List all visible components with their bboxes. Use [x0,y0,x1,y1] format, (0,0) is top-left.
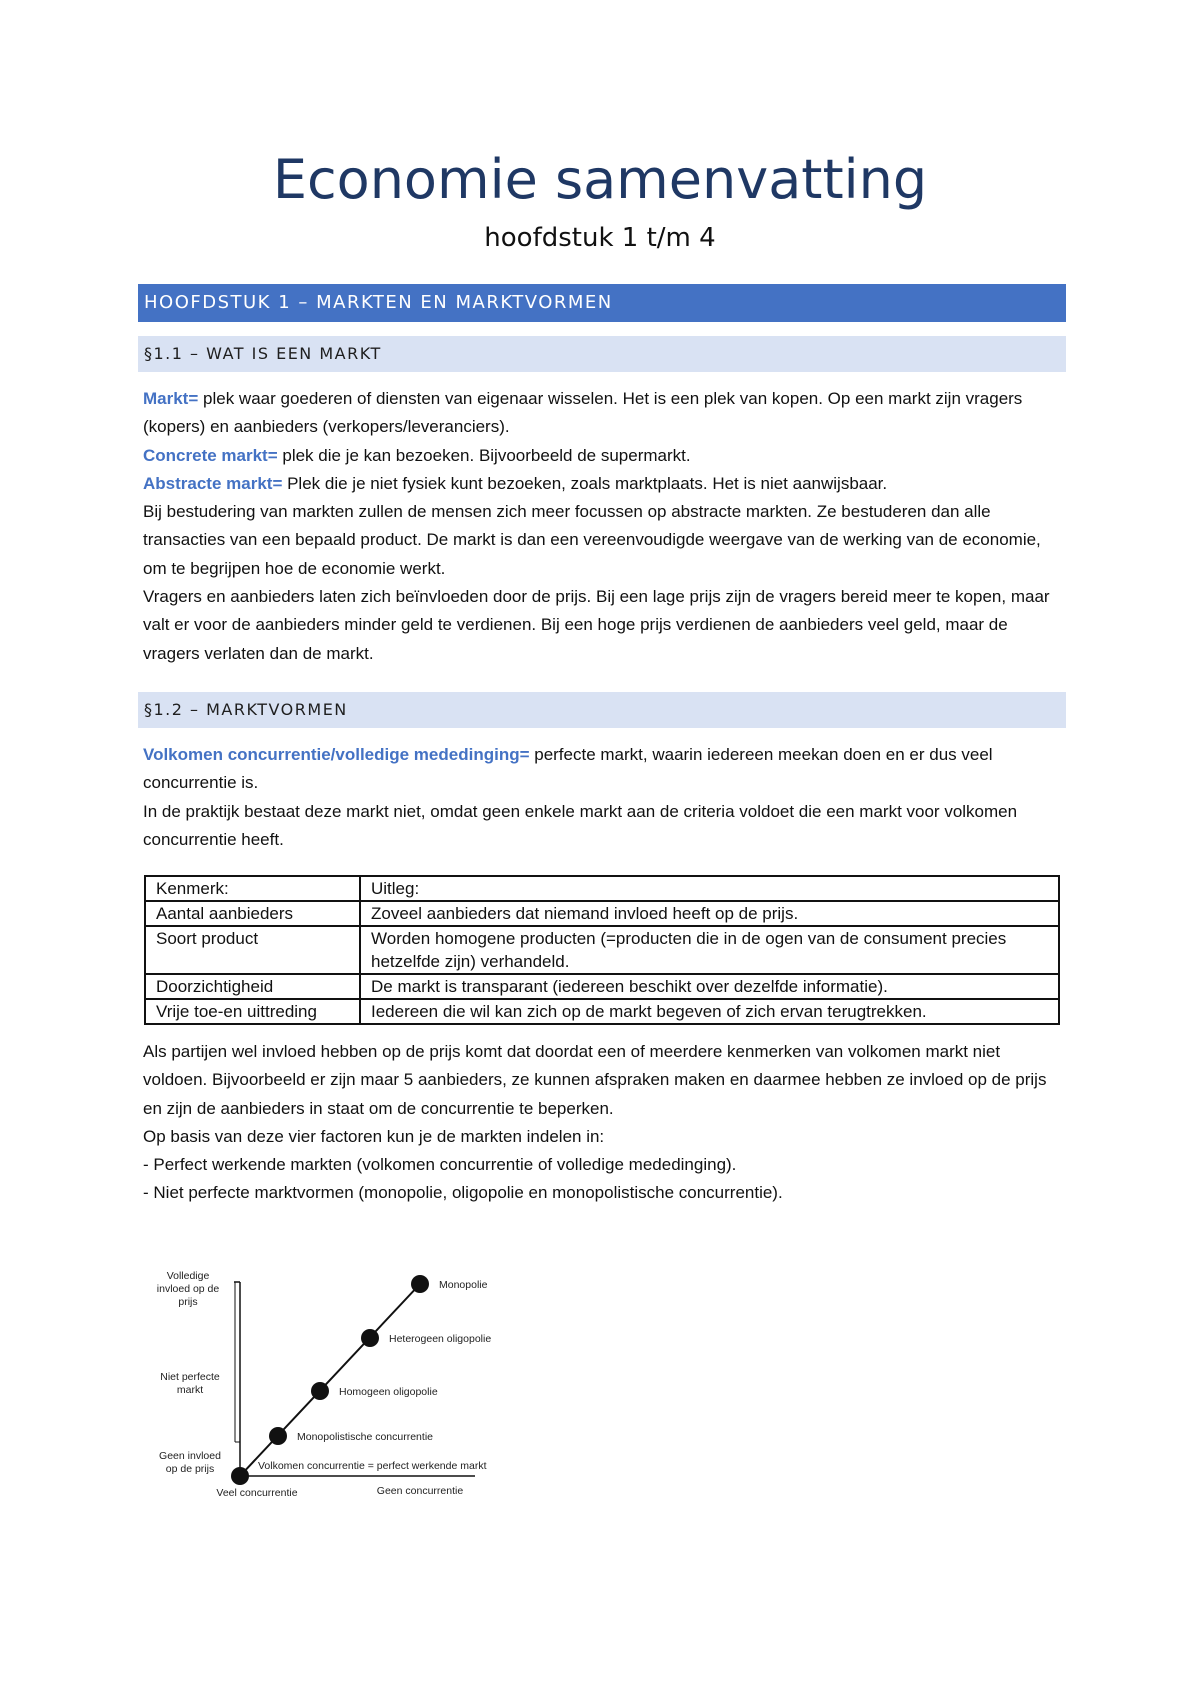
table-row [145,926,1059,974]
point-heterogeen-oligopolie [361,1329,379,1347]
section-1-1-body [143,385,1063,668]
x-label-left: Veel concurrentie [216,1487,298,1499]
definition-concrete-markt-text: plek die je kan bezoeken. Bijvoorbeeld de supermarkt. [277,445,691,465]
point-label: Monopolie [439,1279,488,1291]
definition-abstracte-markt [143,470,1063,498]
term-abstracte-markt: Abstracte markt= [143,473,283,493]
table-cell: Vrije toe-en uittreding [145,999,360,1024]
paragraph: Op basis van deze vier factoren kun je de markten indelen in: [143,1126,605,1146]
definition-volkomen-concurrentie-text: perfecte markt, waarin iedereen meekan doen en er dus veel concurrentie is. [143,745,993,793]
table-cell: Iedereen die wil kan zich op de markt begeven of zich ervan terugtrekken. [360,999,1059,1024]
point-monopolistische-concurrentie [269,1427,287,1445]
table-cell: Soort product [145,926,360,974]
table-row [145,974,1059,999]
point-label: Volkomen concurrentie = perfect werkende markt [258,1460,487,1472]
point-volkomen-concurrentie [231,1467,249,1485]
section-1-2-continued [143,1038,1063,1208]
section-1-2-body [143,741,1063,854]
document-subtitle: hoofdstuk 1 t/m 4 [484,223,716,253]
section-heading-1-1: §1.1 – WAT IS EEN MARKT [138,336,1066,372]
document-title: Economie samenvatting [272,148,928,211]
table-header-row [145,876,1059,901]
term-markt: Markt= [143,389,199,408]
y-label-bottom: Geen invloed [159,1450,221,1462]
y-label-bottom: op de prijs [165,1463,215,1475]
table-cell: Zoveel aanbieders dat niemand invloed heeft op de prijs. [360,901,1059,926]
point-monopolie [411,1275,429,1293]
paragraph: Bij bestudering van markten zullen de mensen zich meer focussen op abstracte markten. Ze bestuderen dan alle transacties van een bepaald product. De markt is dan een vereenvoudigde weergave van de werking van de economie, om te begrijpen hoe de economie werkt. [143,502,1041,578]
x-label-right: Geen concurrentie [376,1485,464,1497]
paragraph: Vragers en aanbieders laten zich beïnvloeden door de prijs. Bij een lage prijs zijn de vragers bereid meer te kopen, maar valt er voor de aanbieders minder geld te verdienen. Bij een hoge prijs verdienen de aanbieders veel geld, maar de vragers verlaten dan de markt. [143,587,1050,663]
table-cell: De markt is transparant (iedereen beschikt over dezelfde informatie). [360,974,1059,999]
point-label: Homogeen oligopolie [339,1386,438,1398]
table-cell: Aantal aanbieders [145,901,360,926]
table-row [145,901,1059,926]
chapter-heading: HOOFDSTUK 1 – MARKTEN EN MARKTVORMEN [138,284,1066,322]
list-item: - Perfect werkende markten (volkomen concurrentie of volledige mededinging). [143,1155,737,1175]
point-homogeen-oligopolie [311,1382,329,1400]
section-heading-1-2: §1.2 – MARKTVORMEN [138,692,1066,728]
y-label-mid: Niet perfecte [160,1371,220,1383]
y-label-top: prijs [178,1296,198,1308]
y-label-top: Volledige [166,1270,210,1282]
point-label: Monopolistische concurrentie [297,1431,433,1443]
term-concrete-markt: Concrete markt= [143,445,278,465]
y-label-mid: markt [176,1384,204,1396]
marktvormen-diagram [140,1250,530,1515]
point-label: Heterogeen oligopolie [389,1333,492,1345]
paragraph: In de praktijk bestaat deze markt niet, omdat geen enkele markt aan de criteria voldoet die een markt voor volkomen concurrentie heeft. [143,801,1018,849]
paragraph: Als partijen wel invloed hebben op de prijs komt dat doordat een of meerdere kenmerken van volkomen markt niet voldoen. Bijvoorbeeld er zijn maar 5 aanbieders, ze kunnen afspraken maken en daarmee hebben ze invloed op de prijs en zijn de aanbieders in staat om de concurrentie te beperken. [143,1042,1047,1118]
table-cell: Doorzichtigheid [145,974,360,999]
kenmerken-table [144,875,1060,1025]
definition-volkomen-concurrentie [143,741,1063,798]
y-label-top: invloed op de [156,1283,220,1295]
table-row [145,999,1059,1024]
list-item: - Niet perfecte marktvormen (monopolie, oligopolie en monopolistische concurrentie). [143,1183,783,1203]
table-cell: Worden homogene producten (=producten die in de ogen van de consument precies hetzelfde zijn) verhandeld. [360,926,1059,974]
term-volkomen-concurrentie: Volkomen concurrentie/volledige mededinging= [143,745,530,764]
definition-abstracte-markt-text: Plek die je niet fysiek kunt bezoeken, zoals marktplaats. Het is niet aanwijsbaar. [282,473,888,493]
definition-markt [143,385,1063,442]
definition-markt-text: plek waar goederen of diensten van eigenaar wisselen. Het is een plek van kopen. Op een markt zijn vragers (kopers) en aanbieders (verkopers/leveranciers). [143,389,1023,437]
definition-concrete-markt [143,442,1063,470]
table-header-cell: Uitleg: [360,876,1059,901]
table-header-cell: Kenmerk: [145,876,360,901]
